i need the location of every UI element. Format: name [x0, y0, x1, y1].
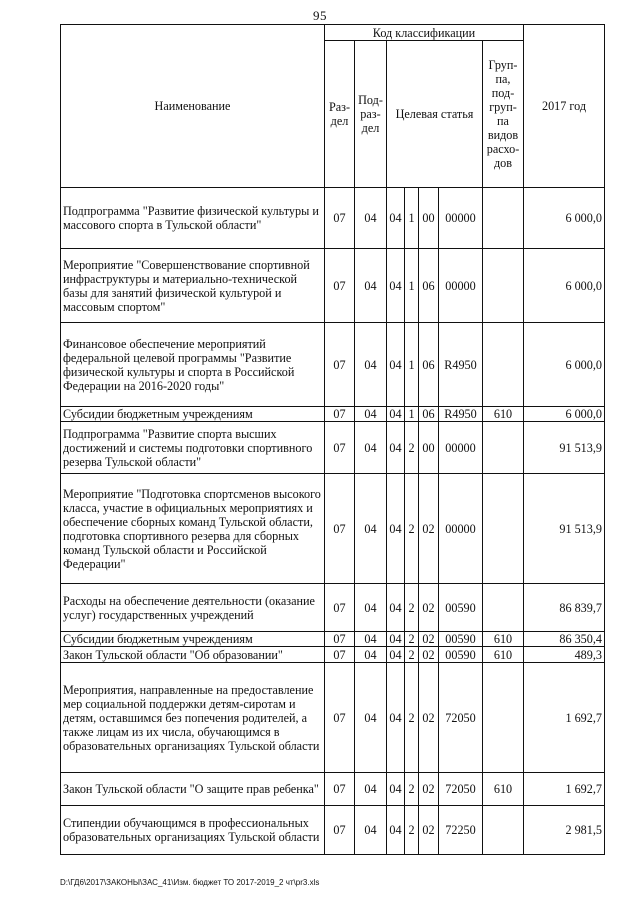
file-path-footer: D:\ГД6\2017\ЗАКОНЫ\ЗАС_41\Изм. бюджет ТО 2017-2019_2 чт\pr3.xls: [60, 878, 320, 887]
table-body: [61, 188, 605, 855]
table-row: [61, 323, 605, 407]
row-sum: 86 839,7: [524, 584, 605, 632]
row-sum: 2 981,5: [524, 806, 605, 855]
row-target-code: 00000: [439, 249, 483, 323]
table-row: [61, 663, 605, 773]
row-target-program: 04: [387, 647, 405, 663]
row-sum: 6 000,0: [524, 188, 605, 249]
row-podrazdel: 04: [355, 773, 387, 806]
row-target-code: R4950: [439, 323, 483, 407]
row-target-subprogram: 2: [405, 663, 419, 773]
row-sum: 1 692,7: [524, 663, 605, 773]
row-expense-type: 610: [483, 773, 524, 806]
table-row: [61, 188, 605, 249]
row-sum: 489,3: [524, 647, 605, 663]
row-razdel: 07: [325, 323, 355, 407]
row-target-activity: 02: [419, 663, 439, 773]
row-podrazdel: 04: [355, 647, 387, 663]
row-sum: 6 000,0: [524, 249, 605, 323]
row-expense-type: 610: [483, 647, 524, 663]
row-podrazdel: 04: [355, 584, 387, 632]
row-target-program: 04: [387, 773, 405, 806]
row-target-code: R4950: [439, 407, 483, 422]
header-code: Код классификации: [325, 25, 524, 41]
row-name: Подпрограмма "Развитие физической культуры и массового спорта в Тульской области": [61, 188, 325, 249]
row-target-activity: 02: [419, 647, 439, 663]
row-target-activity: 02: [419, 474, 439, 584]
row-target-activity: 02: [419, 632, 439, 647]
row-target-code: 72050: [439, 773, 483, 806]
row-sum: 6 000,0: [524, 407, 605, 422]
row-target-code: 00590: [439, 584, 483, 632]
row-target-code: 72250: [439, 806, 483, 855]
row-name: Субсидии бюджетным учреждениям: [61, 632, 325, 647]
row-expense-type: [483, 806, 524, 855]
row-target-activity: 02: [419, 773, 439, 806]
row-expense-type: [483, 584, 524, 632]
budget-table: [60, 24, 605, 855]
row-target-activity: 06: [419, 249, 439, 323]
row-target-code: 72050: [439, 663, 483, 773]
row-target-subprogram: 1: [405, 323, 419, 407]
table-row: [61, 407, 605, 422]
row-name: Субсидии бюджетным учреждениям: [61, 407, 325, 422]
row-podrazdel: 04: [355, 407, 387, 422]
row-razdel: 07: [325, 188, 355, 249]
row-target-activity: 00: [419, 422, 439, 474]
row-target-subprogram: 2: [405, 584, 419, 632]
row-sum: 91 513,9: [524, 422, 605, 474]
row-podrazdel: 04: [355, 323, 387, 407]
table-row: [61, 647, 605, 663]
row-target-program: 04: [387, 188, 405, 249]
row-target-subprogram: 2: [405, 806, 419, 855]
row-target-activity: 06: [419, 323, 439, 407]
row-target-activity: 06: [419, 407, 439, 422]
table-row: [61, 584, 605, 632]
row-sum: 86 350,4: [524, 632, 605, 647]
row-target-program: 04: [387, 474, 405, 584]
row-razdel: 07: [325, 474, 355, 584]
row-target-subprogram: 1: [405, 249, 419, 323]
row-expense-type: [483, 422, 524, 474]
row-target-program: 04: [387, 249, 405, 323]
row-target-program: 04: [387, 584, 405, 632]
header-podrazdel: Под- раз- дел: [355, 41, 387, 188]
row-target-activity: 02: [419, 806, 439, 855]
row-name: Закон Тульской области "Об образовании": [61, 647, 325, 663]
row-target-subprogram: 1: [405, 407, 419, 422]
row-razdel: 07: [325, 249, 355, 323]
row-target-activity: 02: [419, 584, 439, 632]
row-razdel: 07: [325, 773, 355, 806]
row-razdel: 07: [325, 647, 355, 663]
row-expense-type: [483, 249, 524, 323]
table-row: [61, 474, 605, 584]
row-name: Мероприятие "Подготовка спортсменов высокого класса, участие в официальных мероприятиях и обеспечение сборных команд Тульской области, подготовка спортивного резерва для сборных команд Тульской области и Российской Федерации": [61, 474, 325, 584]
header-name: Наименование: [61, 25, 325, 188]
table-row: [61, 806, 605, 855]
row-podrazdel: 04: [355, 663, 387, 773]
header-year: 2017 год: [524, 25, 605, 188]
row-podrazdel: 04: [355, 188, 387, 249]
row-name: Стипендии обучающимся в профессиональных образовательных организациях Тульской области: [61, 806, 325, 855]
row-expense-type: [483, 474, 524, 584]
table-row: [61, 632, 605, 647]
row-target-code: 00590: [439, 632, 483, 647]
row-target-program: 04: [387, 407, 405, 422]
row-name: Финансовое обеспечение мероприятий федеральной целевой программы "Развитие физической культуры и спорта в Российской Федерации на 2016-2020 годы": [61, 323, 325, 407]
row-target-subprogram: 2: [405, 422, 419, 474]
row-razdel: 07: [325, 663, 355, 773]
row-sum: 6 000,0: [524, 323, 605, 407]
row-razdel: 07: [325, 422, 355, 474]
row-target-code: 00590: [439, 647, 483, 663]
row-target-program: 04: [387, 422, 405, 474]
row-podrazdel: 04: [355, 249, 387, 323]
header-target: Целевая статья: [387, 41, 483, 188]
row-expense-type: [483, 323, 524, 407]
row-expense-type: [483, 188, 524, 249]
row-podrazdel: 04: [355, 632, 387, 647]
table-row: [61, 249, 605, 323]
row-target-subprogram: 2: [405, 773, 419, 806]
page-number: 95: [313, 8, 327, 23]
row-target-program: 04: [387, 806, 405, 855]
row-target-program: 04: [387, 632, 405, 647]
row-podrazdel: 04: [355, 806, 387, 855]
row-target-code: 00000: [439, 188, 483, 249]
row-name: Мероприятия, направленные на предоставление мер социальной поддержки детям-сиротам и детям, оставшимся без попечения родителей, а также лицам из их числа, обучающимся в образовательных организациях Тульской области: [61, 663, 325, 773]
row-podrazdel: 04: [355, 474, 387, 584]
row-name: Закон Тульской области "О защите прав ребенка": [61, 773, 325, 806]
row-target-subprogram: 2: [405, 632, 419, 647]
row-podrazdel: 04: [355, 422, 387, 474]
row-expense-type: 610: [483, 632, 524, 647]
row-target-activity: 00: [419, 188, 439, 249]
row-target-program: 04: [387, 663, 405, 773]
row-razdel: 07: [325, 632, 355, 647]
row-sum: 91 513,9: [524, 474, 605, 584]
header-group: Груп- па, под- груп- па видов расхо- дов: [483, 41, 524, 188]
row-name: Подпрограмма "Развитие спорта высших достижений и системы подготовки спортивного резерва Тульской области": [61, 422, 325, 474]
row-razdel: 07: [325, 407, 355, 422]
table-row: [61, 773, 605, 806]
row-target-code: 00000: [439, 474, 483, 584]
header-razdel: Раз- дел: [325, 41, 355, 188]
row-razdel: 07: [325, 806, 355, 855]
row-target-code: 00000: [439, 422, 483, 474]
row-name: Мероприятие "Совершенствование спортивной инфраструктуры и материально-технической базы для занятий физической культурой и массовым спортом": [61, 249, 325, 323]
row-expense-type: [483, 663, 524, 773]
row-target-program: 04: [387, 323, 405, 407]
row-expense-type: 610: [483, 407, 524, 422]
table-row: [61, 422, 605, 474]
row-razdel: 07: [325, 584, 355, 632]
row-target-subprogram: 1: [405, 188, 419, 249]
row-target-subprogram: 2: [405, 474, 419, 584]
row-target-subprogram: 2: [405, 647, 419, 663]
row-sum: 1 692,7: [524, 773, 605, 806]
row-name: Расходы на обеспечение деятельности (оказание услуг) государственных учреждений: [61, 584, 325, 632]
